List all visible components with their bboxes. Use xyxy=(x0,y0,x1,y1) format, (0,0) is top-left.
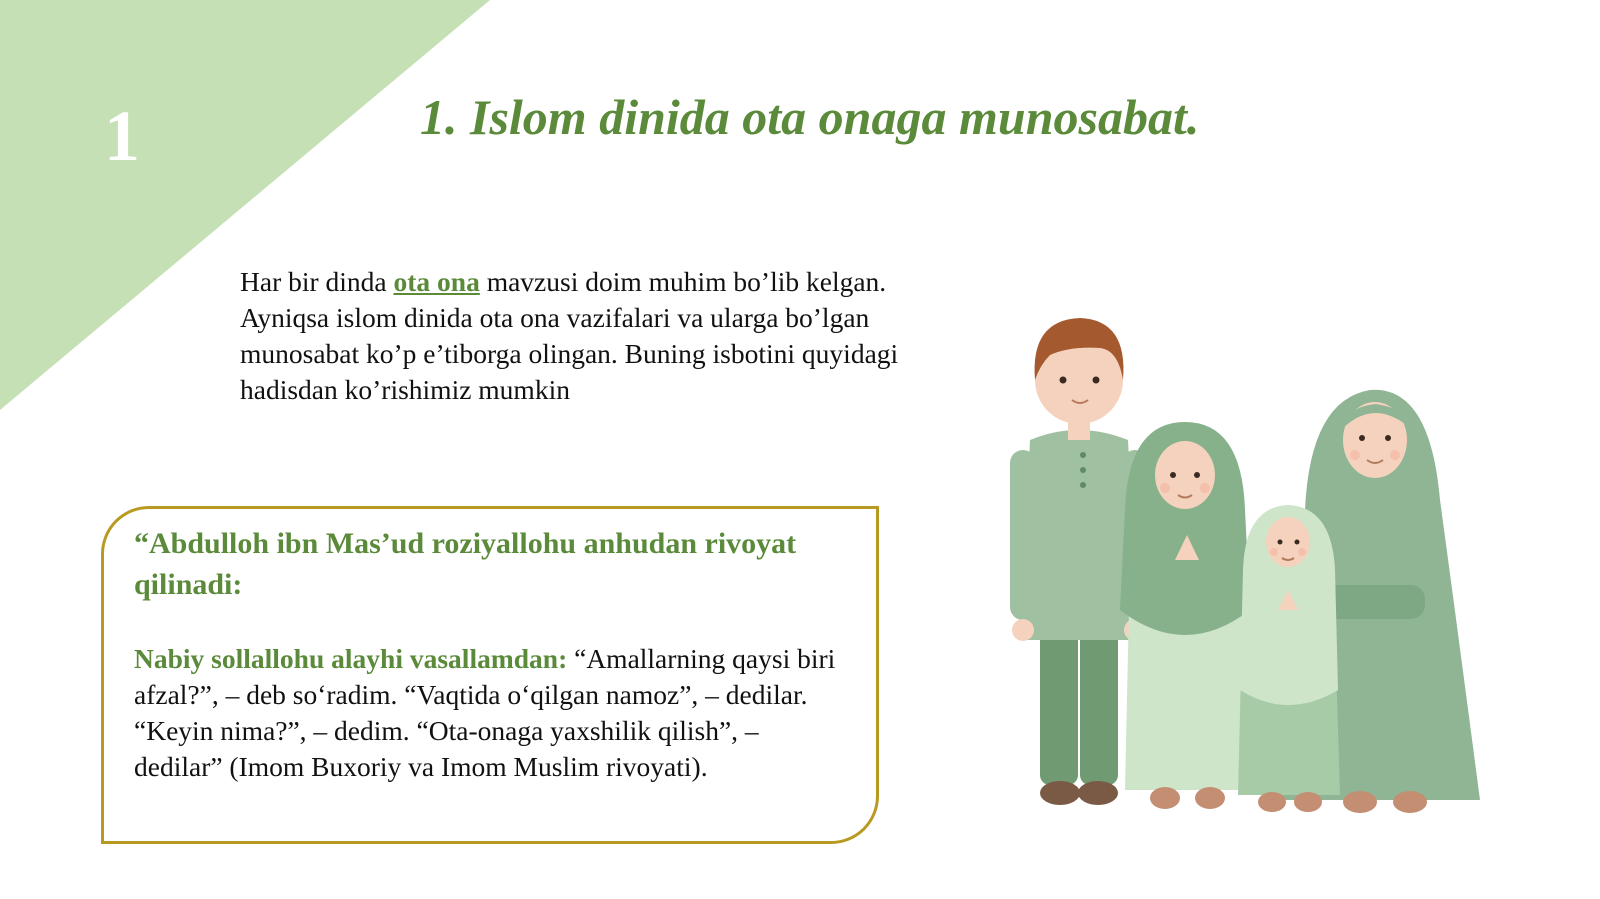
slide-number: 1 xyxy=(104,96,140,176)
family-illustration xyxy=(1010,310,1510,830)
intro-text-after: mavzusi doim muhim bo’lib kelgan. Ayniqsa islom dinida ota ona vazifalari va ularga bo’lgan munosabat ko’p e’tiborga olingan. Buning isbotini quyidagi hadisdan ko’rishimiz mumkin xyxy=(240,266,899,405)
intro-text-before: Har bir dinda xyxy=(240,266,394,297)
quote-heading: “Abdulloh ibn Mas’ud roziyallohu anhudan rivoyat qilinadi: xyxy=(134,527,797,601)
younger-daughter-figure xyxy=(1238,505,1340,812)
quote-text: “Amallarning qaysi biri afzal?”, – deb so‘radim. “Vaqtida o‘qilgan namoz”, – dedilar. “Keyin nima?”, – dedim. “Ota-onaga yaxshilik qilish”, – dedilar” (Imom Buxoriy va Imom Muslim rivoyati). xyxy=(134,643,836,782)
quote-body xyxy=(134,641,854,785)
quote-lead: Nabiy sollallohu alayhi vasallamdan: xyxy=(134,643,568,674)
older-daughter-figure xyxy=(1120,422,1250,809)
intro-highlight-link[interactable]: ota ona xyxy=(393,266,480,297)
slide-title: 1. Islom dinida ota onaga munosabat. xyxy=(420,89,1200,145)
intro-paragraph xyxy=(240,264,980,408)
hadith-quote-box xyxy=(101,506,879,844)
